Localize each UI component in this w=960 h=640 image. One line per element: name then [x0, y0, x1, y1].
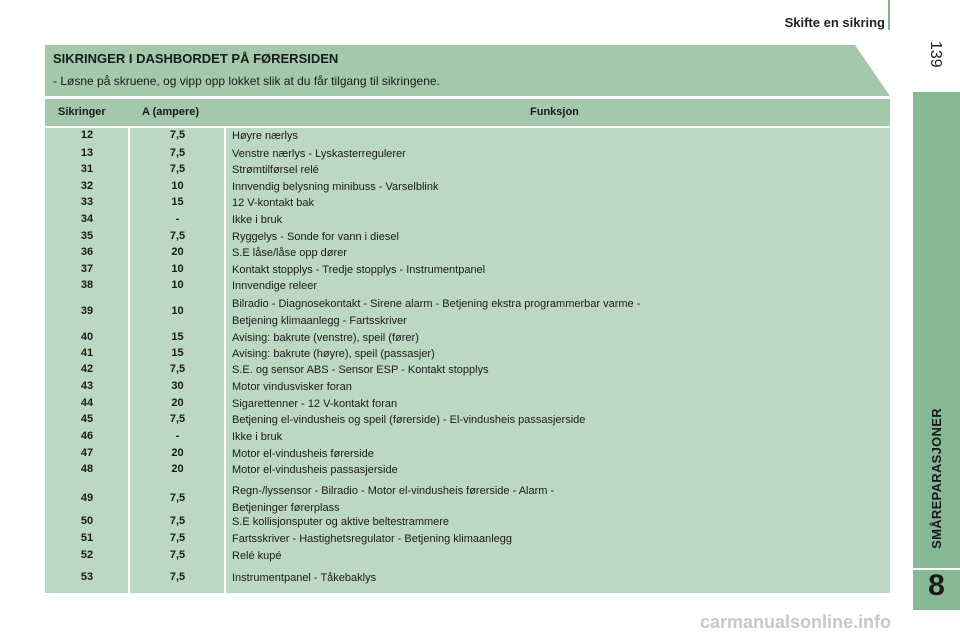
- fuse-function: [232, 128, 882, 145]
- fuse-number: 35: [80, 230, 94, 242]
- fuse-function-line: Strømtilførsel relé: [232, 164, 319, 176]
- fuse-number: 46: [80, 430, 94, 442]
- fuse-ampere: 20: [171, 246, 184, 258]
- fuse-ampere: 7,5: [169, 492, 186, 504]
- fuse-number: 31: [80, 163, 94, 175]
- fuse-number: 43: [80, 380, 94, 392]
- fuse-ampere: 7,5: [169, 571, 186, 583]
- chapter-label: [913, 388, 960, 568]
- fuse-function-line: Ryggelys - Sonde for vann i diesel: [232, 231, 399, 243]
- fuse-function-line: Avising: bakrute (venstre), speil (fører): [232, 332, 419, 344]
- fuse-number: 36: [80, 246, 94, 258]
- fuse-function-line: Kontakt stopplys - Tredje stopplys - Instrumentpanel: [232, 264, 486, 276]
- fuse-function: [232, 514, 882, 531]
- chapter-label-text: SMÅREPARASJONER: [929, 407, 944, 549]
- fuse-function: [232, 548, 882, 565]
- fuse-function: [232, 446, 882, 463]
- fuse-ampere: 15: [171, 331, 184, 343]
- fuse-number: 12: [80, 129, 94, 141]
- fuse-function-line: S.E kollisjonsputer og aktive beltestrammere: [232, 516, 450, 528]
- fuse-ampere: 7,5: [169, 147, 186, 159]
- fuse-function: [232, 296, 882, 330]
- fuse-number: 38: [80, 279, 94, 291]
- banner-instruction: - Løsne på skruene, og vipp opp lokket slik at du får tilgang til sikringene.: [53, 74, 440, 88]
- fuse-ampere: 15: [171, 347, 184, 359]
- fuse-function-line: Innvendig belysning minibuss - Varselblink: [232, 181, 439, 193]
- chapter-number: 8: [928, 569, 945, 602]
- fuse-ampere: 7,5: [169, 549, 186, 561]
- fuse-function: [232, 229, 882, 246]
- fuse-function: [232, 412, 882, 429]
- fuse-number: 33: [80, 196, 94, 208]
- fuse-number: 34: [80, 213, 94, 225]
- fuse-ampere: 7,5: [169, 515, 186, 527]
- fuse-function-line: Fartsskriver - Hastighetsregulator - Betjening klimaanlegg: [232, 533, 513, 545]
- fuse-function: [232, 346, 882, 363]
- fuse-number: 50: [80, 515, 94, 527]
- fuse-number: 32: [80, 180, 94, 192]
- fuse-function-line: Relé kupé: [232, 550, 282, 562]
- fuse-number: 49: [80, 492, 94, 504]
- fuse-function: [232, 483, 882, 517]
- fuse-function-line: S.E. og sensor ABS - Sensor ESP - Kontakt stopplys: [232, 364, 489, 376]
- fuse-function: [232, 162, 882, 179]
- fuse-function: [232, 362, 882, 379]
- fuse-ampere: 7,5: [169, 363, 186, 375]
- fuse-ampere: 20: [171, 463, 184, 475]
- column-header-fuse: Sikringer: [58, 106, 106, 118]
- watermark: carmanualsonline.info: [700, 612, 892, 632]
- fuse-ampere: 10: [171, 305, 184, 317]
- fuse-ampere: -: [175, 213, 180, 225]
- fuse-function-line: Ikke i bruk: [232, 214, 283, 226]
- fuse-ampere: 7,5: [169, 230, 186, 242]
- fuse-function: [232, 462, 882, 479]
- fuse-function: [232, 379, 882, 396]
- fuse-function: [232, 245, 882, 262]
- fuse-function-line: Betjening klimaanlegg - Fartsskriver: [232, 315, 407, 327]
- fuse-function: [232, 396, 882, 413]
- fuse-ampere: 20: [171, 447, 184, 459]
- fuse-function-line: Sigarettenner - 12 V-kontakt foran: [232, 398, 398, 410]
- fuse-ampere: 20: [171, 397, 184, 409]
- fuse-function: [232, 179, 882, 196]
- fuse-function-line: Instrumentpanel - Tåkebaklys: [232, 572, 377, 584]
- fuse-function: [232, 262, 882, 279]
- fuse-ampere: 10: [171, 279, 184, 291]
- fuse-ampere: 30: [171, 380, 184, 392]
- fuse-ampere: 10: [171, 180, 184, 192]
- fuse-number: 48: [80, 463, 94, 475]
- fuse-ampere: 10: [171, 263, 184, 275]
- fuse-number: 51: [80, 532, 94, 544]
- fuse-number: 40: [80, 331, 94, 343]
- fuse-function-line: Innvendige releer: [232, 280, 318, 292]
- fuse-function-line: Motor el-vindusheis førerside: [232, 448, 374, 460]
- fuse-function-line: Motor vindusvisker foran: [232, 381, 352, 393]
- column-header-function: Funksjon: [530, 106, 579, 118]
- fuse-function-line: Betjening el-vindusheis og speil (førerside) - El-vindusheis passasjerside: [232, 414, 586, 426]
- fuse-function-line: Betjeninger førerplass: [232, 502, 340, 514]
- fuse-function-line: Avising: bakrute (høyre), speil (passasjer): [232, 348, 435, 360]
- fuse-ampere: -: [175, 430, 180, 442]
- header-rule: [888, 0, 890, 30]
- page-number: 139: [927, 41, 944, 68]
- fuse-function: [232, 570, 882, 587]
- fuse-number: 45: [80, 413, 94, 425]
- fuse-function: [232, 212, 882, 229]
- fuse-ampere: 15: [171, 196, 184, 208]
- fuse-number: 41: [80, 347, 94, 359]
- fuse-function-line: Høyre nærlys: [232, 130, 299, 142]
- fuse-function: [232, 429, 882, 446]
- fuse-function: [232, 330, 882, 347]
- fuse-function: [232, 195, 882, 212]
- fuse-function: [232, 278, 882, 295]
- fuse-function-line: Ikke i bruk: [232, 431, 283, 443]
- fuse-ampere: 7,5: [169, 413, 186, 425]
- fuse-function-line: Motor el-vindusheis passasjerside: [232, 464, 398, 476]
- fuse-number: 42: [80, 363, 94, 375]
- fuse-ampere: 7,5: [169, 532, 186, 544]
- fuse-number: 13: [80, 147, 94, 159]
- banner-title: SIKRINGER I DASHBORDET PÅ FØRERSIDEN: [53, 51, 339, 66]
- fuse-number: 47: [80, 447, 94, 459]
- fuse-number: 53: [80, 571, 94, 583]
- fuse-number: 37: [80, 263, 94, 275]
- fuse-number: 44: [80, 397, 94, 409]
- fuse-number: 52: [80, 549, 94, 561]
- column-header-ampere: A (ampere): [142, 106, 200, 118]
- fuse-number: 39: [80, 305, 94, 317]
- fuse-function-line: Regn-/lyssensor - Bilradio - Motor el-vindusheis førerside - Alarm -: [232, 485, 555, 497]
- fuse-ampere: 7,5: [169, 129, 186, 141]
- fuse-function-line: 12 V-kontakt bak: [232, 197, 314, 209]
- fuse-ampere: 7,5: [169, 163, 186, 175]
- fuse-function-line: Venstre nærlys - Lyskasterregulerer: [232, 148, 406, 160]
- fuse-function-line: Bilradio - Diagnosekontakt - Sirene alarm - Betjening ekstra programmerbar varme -: [232, 298, 641, 310]
- fuse-function: [232, 146, 882, 163]
- fuse-function: [232, 531, 882, 548]
- fuse-function-line: S.E låse/låse opp dører: [232, 247, 347, 259]
- section-title: Skifte en sikring: [784, 15, 885, 30]
